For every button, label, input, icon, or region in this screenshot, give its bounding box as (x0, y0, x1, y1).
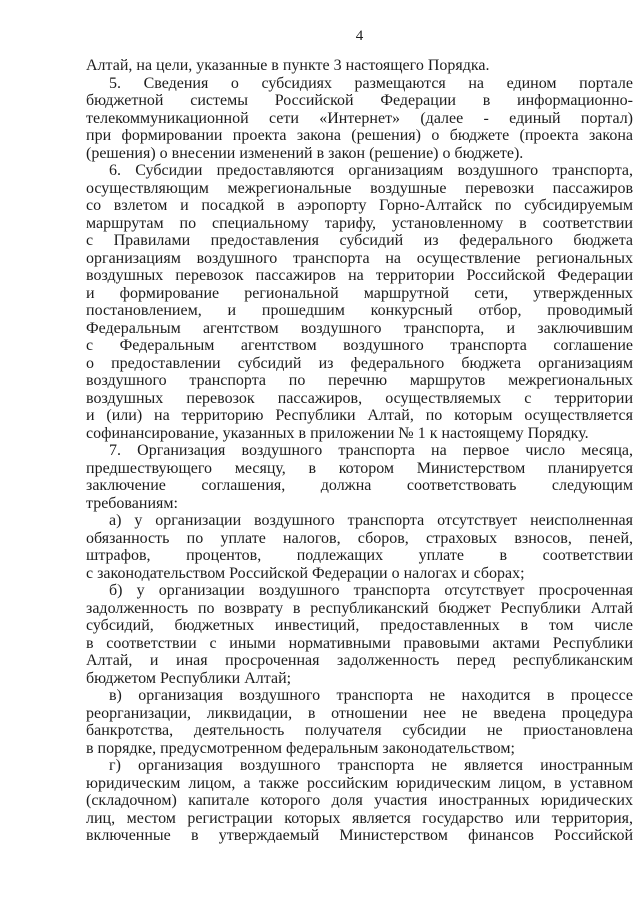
text-line: а) у организации воздушного транспорта отсутствует неисполненная (109, 512, 633, 529)
text-line: (складочном) капитале которого доля участия иностранных юридических (86, 792, 633, 809)
text-line: о предоставлении субсидий из федерального бюджета организациям (86, 354, 633, 372)
text-line: постановлением, и прошедшим конкурсный отбор, проводимый (86, 302, 633, 319)
text-line: осуществляющим межрегиональные воздушные перевозки пассажиров (86, 179, 633, 197)
text-line: организациям воздушного транспорта на осуществление региональных (86, 249, 633, 267)
text-line: включенные в утверждаемый Министерством финансов Российской (86, 827, 633, 844)
text-line: субсидий, бюджетных инвестиций, предоставленных в том числе (86, 617, 633, 634)
text-line: воздушного транспорта по перечню маршрутов межрегиональных (86, 372, 633, 389)
text-line: лиц, местом регистрации которых является государство или территория, (86, 809, 633, 827)
text-line: Алтай, на цели, указанные в пункте 3 настоящего Порядка. (86, 57, 490, 74)
text-line: штрафов, процентов, подлежащих уплате в соответствии (86, 547, 633, 564)
text-line: 7. Организация воздушного транспорта на первое число месяца, (109, 442, 633, 459)
text-line: в порядке, предусмотренном федеральным законодательством; (86, 739, 515, 757)
text-line: со взлетом и посадкой в аэропорту Горно-Алтайск по субсидируемым (86, 197, 633, 214)
text-line: г) организация воздушного транспорта не является иностранным (109, 757, 633, 774)
text-line: софинансирование, указанных в приложении № 1 к настоящему Порядку. (86, 424, 589, 442)
text-line: в соответствии с иными нормативными правовыми актами Республики (86, 634, 633, 652)
text-line: бюджетной системы Российской Федерации в информационно- (86, 92, 633, 109)
text-line: при формировании проекта закона (решения) о бюджете (проекта закона (86, 127, 633, 144)
text-line: воздушных перевозок пассажиров на территории Российской Федерации (86, 267, 633, 284)
text-line: б) у организации воздушного транспорта отсутствует просроченная (109, 582, 633, 599)
text-line: с Правилами предоставления субсидий из федерального бюджета (86, 232, 633, 249)
page-number: 4 (355, 28, 364, 44)
text-line: (решения) о внесении изменений в закон (решение) о бюджете). (86, 144, 524, 162)
text-line: 6. Субсидии предоставляются организациям воздушного транспорта, (109, 162, 633, 179)
text-line: маршрутам по специальному тарифу, установленному в соответствии (86, 214, 633, 232)
text-line: банкротства, деятельность получателя субсидии не приостановлена (86, 722, 633, 739)
text-line: юридическим лицом, а также российским юридическим лицом, в уставном (86, 774, 633, 792)
text-line: задолженность по возврату в республиканский бюджет Республики Алтай (86, 599, 633, 617)
text-line: требованиям: (86, 494, 178, 512)
text-line: заключение соглашения, должна соответствовать следующим (86, 477, 633, 494)
text-line: и формирование региональной маршрутной сети, утвержденных (86, 284, 633, 302)
text-line: воздушных перевозок пассажиров, осуществляемых с территории (86, 389, 633, 407)
text-line: 5. Сведения о субсидиях размещаются на едином портале (109, 74, 633, 92)
text-line: предшествующего месяцу, в котором Министерством планируется (86, 459, 633, 477)
document-body (86, 57, 633, 845)
text-line: обязанность по уплате налогов, сборов, страховых взносов, пеней, (86, 529, 633, 547)
text-line: бюджетом Республики Алтай; (86, 669, 292, 687)
text-line: с Федеральным агентством воздушного транспорта соглашение (86, 337, 633, 354)
text-line: реорганизации, ликвидации, в отношении нее не введена процедура (86, 704, 633, 722)
text-line: с законодательством Российской Федерации о налогах и сборах; (86, 564, 525, 582)
text-line: Федеральным агентством воздушного транспорта, и заключившим (86, 319, 633, 337)
text-line: Алтай, и иная просроченная задолженность перед республиканским (86, 652, 633, 669)
text-line: в) организация воздушного транспорта не находится в процессе (109, 687, 633, 704)
text-line: и (или) на территорию Республики Алтай, по которым осуществляется (86, 407, 633, 424)
text-line: телекоммуникационной сети «Интернет» (далее - единый портал) (86, 109, 633, 127)
